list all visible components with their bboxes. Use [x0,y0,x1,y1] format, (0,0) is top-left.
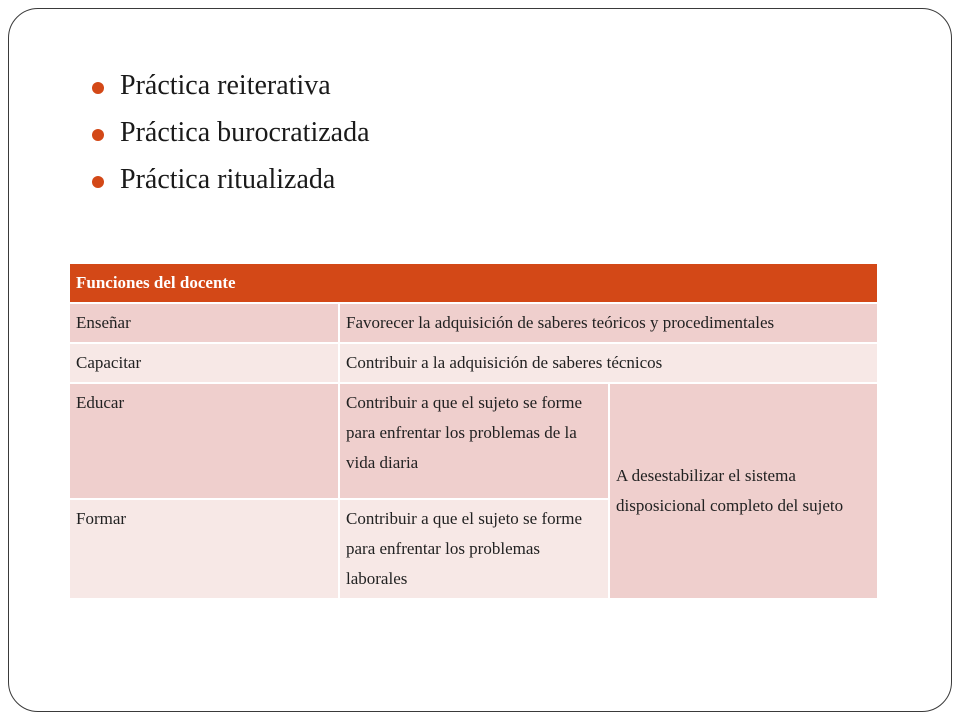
function-cell: Enseñar [69,303,339,343]
bullet-item [92,113,370,160]
bullet-text: Práctica burocratizada [120,117,370,148]
bullet-item [92,66,370,113]
description-cell: Contribuir a la adquisición de saberes técnicos [339,343,878,383]
function-cell: Capacitar [69,343,339,383]
bullet-dot-icon [92,129,104,141]
description-cell: Contribuir a que el sujeto se forme para enfrentar los problemas laborales [339,499,609,599]
table-header-row [69,263,878,303]
table-row [69,383,878,499]
bullet-item [92,160,370,207]
bullet-text: Práctica ritualizada [120,164,336,195]
function-cell: Formar [69,499,339,599]
merged-note-cell: A desestabilizar el sistema disposicional completo del sujeto [609,383,878,599]
description-cell: Contribuir a que el sujeto se forme para enfrentar los problemas de la vida diaria [339,383,609,499]
table-row [69,303,878,343]
description-cell: Favorecer la adquisición de saberes teóricos y procedimentales [339,303,878,343]
bullet-dot-icon [92,82,104,94]
function-cell: Educar [69,383,339,499]
bullet-text: Práctica reiterativa [120,70,331,101]
table-row [69,343,878,383]
bullet-dot-icon [92,176,104,188]
bullet-list [92,66,370,207]
functions-table [68,262,879,600]
table-header: Funciones del docente [69,263,878,303]
